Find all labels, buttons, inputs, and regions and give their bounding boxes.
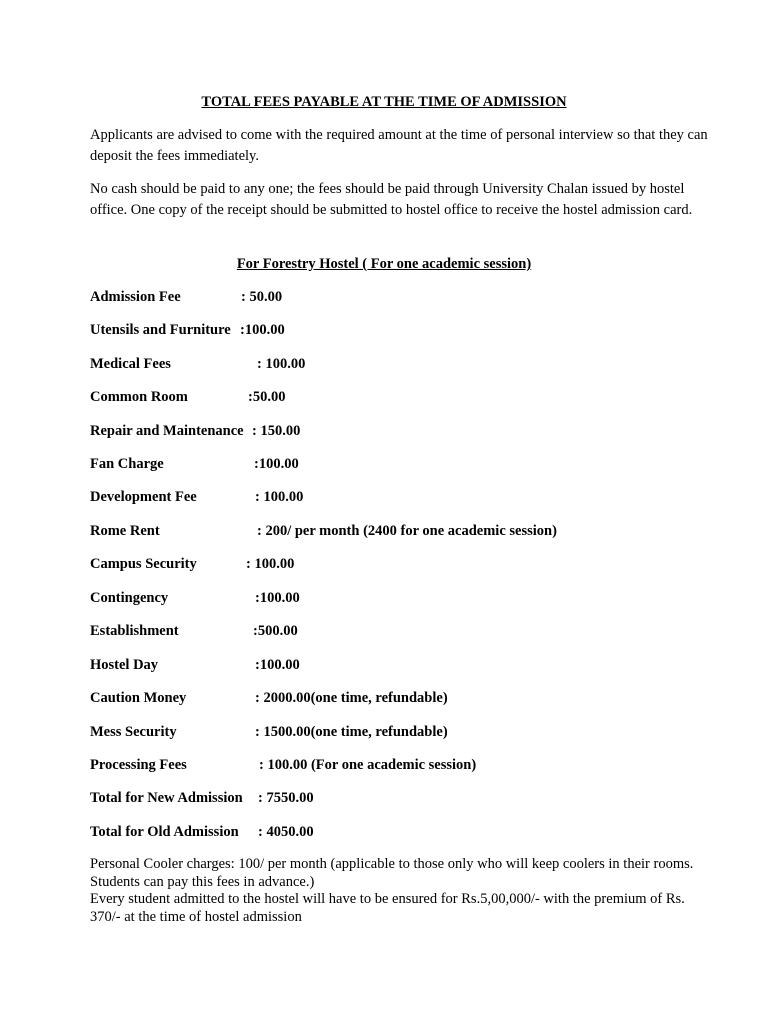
fee-value: : 100.00 <box>255 489 304 505</box>
intro-paragraph-interview: Applicants are advised to come with the required amount at the time of personal interview so that they can deposit the fees immediately. <box>90 127 708 164</box>
fee-value: : 200/ per month (2400 for one academic session) <box>257 523 557 539</box>
fee-label: Utensils and Furniture <box>90 322 231 338</box>
fee-label: Admission Fee <box>90 289 181 305</box>
fee-label: Rome Rent <box>90 523 160 539</box>
fee-label: Caution Money <box>90 690 187 706</box>
fee-label: Common Room <box>90 389 188 405</box>
fee-value: :50.00 <box>248 389 286 405</box>
fee-value: : 100.00 <box>246 556 295 572</box>
footer-paragraph-cooler: Personal Cooler charges: 100/ per month (applicable to those only who will keep coolers in their rooms. Students can pay this fees in advance.) <box>90 856 694 890</box>
fee-value: : 2000.00(one time, refundable) <box>255 690 448 706</box>
fee-label: Mess Security <box>90 724 177 740</box>
fee-label: Repair and Maintenance <box>90 423 244 439</box>
document-title: TOTAL FEES PAYABLE AT THE TIME OF ADMISSION <box>201 94 567 110</box>
footer-paragraph-insurance: Every student admitted to the hostel will have to be ensured for Rs.5,00,000/- with the premium of Rs. 370/- at the time of hostel admission <box>90 891 685 925</box>
fee-value: : 50.00 <box>241 289 283 305</box>
fee-label: Campus Security <box>90 556 197 572</box>
fee-label: Fan Charge <box>90 456 164 472</box>
fee-value: : 100.00 (For one academic session) <box>259 757 477 773</box>
fee-label: Development Fee <box>90 489 197 505</box>
fee-value: :100.00 <box>254 456 299 472</box>
fee-label: Contingency <box>90 590 169 606</box>
fee-value: : 7550.00 <box>258 790 314 806</box>
fee-value: : 100.00 <box>257 356 306 372</box>
fee-value: :100.00 <box>255 657 300 673</box>
fee-value: :500.00 <box>253 623 298 639</box>
fee-label: Hostel Day <box>90 657 159 673</box>
fee-label: Total for Old Admission <box>90 824 239 840</box>
intro-paragraph-payment: No cash should be paid to any one; the fees should be paid through University Chalan issued by hostel office. One copy of the receipt should be submitted to hostel office to receive the hostel admission card. <box>90 181 693 218</box>
fee-value: :100.00 <box>255 590 300 606</box>
fee-label: Medical Fees <box>90 356 171 372</box>
fee-value: : 1500.00(one time, refundable) <box>255 724 448 740</box>
fee-label: Total for New Admission <box>90 790 243 806</box>
fee-value: :100.00 <box>240 322 285 338</box>
fee-value: : 4050.00 <box>258 824 314 840</box>
fee-label: Establishment <box>90 623 179 639</box>
section-title: For Forestry Hostel ( For one academic session) <box>236 256 532 272</box>
fee-value: : 150.00 <box>252 423 301 439</box>
fee-label: Processing Fees <box>90 757 187 773</box>
